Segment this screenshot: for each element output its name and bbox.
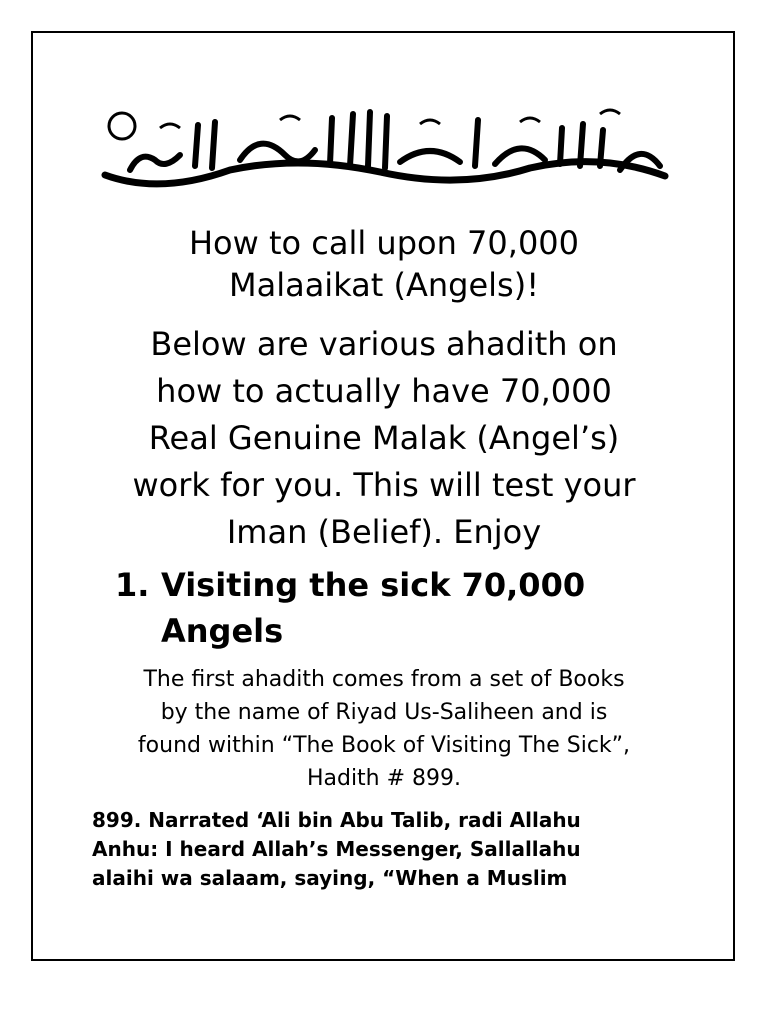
hadith-line: Anhu: I heard Allah’s Messenger, Sallallahu xyxy=(92,837,581,861)
section-heading-text xyxy=(161,562,675,654)
hadith-text xyxy=(92,806,692,893)
section-number: 1. xyxy=(115,566,150,604)
page-title xyxy=(40,222,728,306)
source-line: Hadith # 899. xyxy=(306,766,462,791)
title-line: Malaaikat (Angels)! xyxy=(228,266,540,304)
heading-line: Visiting the sick 70,000 xyxy=(161,566,586,604)
source-line: found within “The Book of Visiting The Sick”, xyxy=(137,733,631,758)
bismillah-calligraphy xyxy=(100,100,672,190)
heading-line: Angels xyxy=(161,612,284,650)
hadith-line: 899. Narrated ‘Ali bin Abu Talib, radi Allahu xyxy=(92,808,581,832)
source-line: by the name of Riyad Us-Saliheen and is xyxy=(160,700,608,725)
intro-line: Real Genuine Malak (Angel’s) xyxy=(148,419,620,457)
intro-paragraph xyxy=(90,321,678,556)
intro-line: work for you. This will test your xyxy=(132,466,636,504)
intro-line: Below are various ahadith on xyxy=(150,325,618,363)
section-heading xyxy=(115,562,675,654)
source-line: The first ahadith comes from a set of Books xyxy=(143,667,625,692)
intro-line: how to actually have 70,000 xyxy=(156,372,612,410)
hadith-line: alaihi wa salaam, saying, “When a Muslim xyxy=(92,866,568,890)
intro-line: Iman (Belief). Enjoy xyxy=(226,513,542,551)
source-paragraph xyxy=(90,663,678,795)
title-line: How to call upon 70,000 xyxy=(188,224,580,262)
